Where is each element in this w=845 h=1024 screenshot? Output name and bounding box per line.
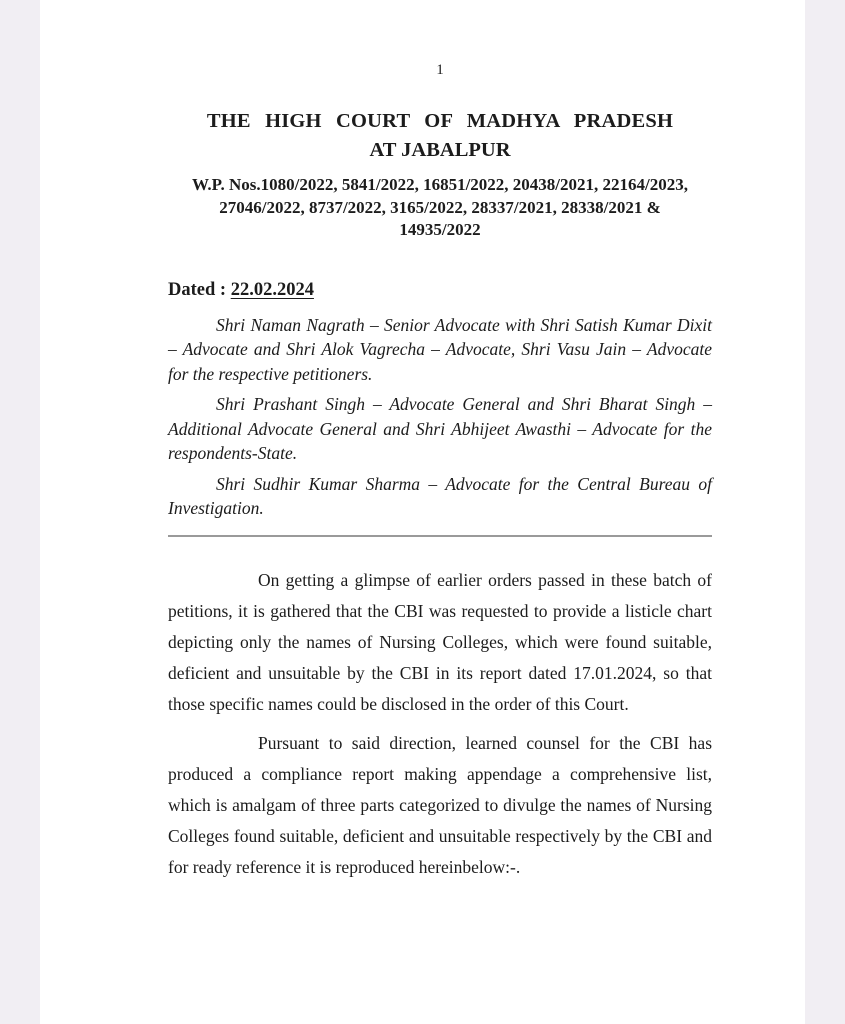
case-numbers-line3: 14935/2022: [399, 220, 481, 239]
case-numbers-block: [168, 174, 712, 242]
left-margin-strip: [0, 0, 40, 1024]
state-counsel-paragraph: Shri Prashant Singh – Advocate General and Shri Bharat Singh – Additional Advocate General and Shri Abhijeet Awasthi – Advocate for the respondents-State.: [168, 394, 712, 463]
right-margin-strip: [805, 0, 845, 1024]
cbi-counsel-paragraph: Shri Sudhir Kumar Sharma – Advocate for the Central Bureau of Investigation.: [168, 473, 712, 518]
dated-value: 22.02.2024: [230, 279, 314, 300]
petitioners-counsel-paragraph: Shri Naman Nagrath – Senior Advocate with Shri Satish Kumar Dixit – Advocate and Shri Alok Vagrecha – Advocate, Shri Vasu Jain – Advocate for the respective petitioners.: [168, 314, 712, 384]
dated-label: Dated :: [168, 279, 227, 300]
document-page: [40, 0, 805, 1024]
court-title-line1: THE HIGH COURT OF MADHYA PRADESH: [206, 110, 674, 132]
counsel-appearances: [168, 313, 712, 521]
page-number: 1: [436, 62, 444, 78]
court-title-line2: AT JABALPUR: [369, 139, 511, 161]
case-numbers-line1: W.P. Nos.1080/2022, 5841/2022, 16851/2022, 20438/2021, 22164/2023,: [191, 175, 689, 194]
order-paragraph-1: On getting a glimpse of earlier orders passed in these batch of petitions, it is gathered that the CBI was requested to provide a listicle chart depicting only the names of Nursing Colleges, which were found suitable, deficient and unsuitable by the CBI in its report dated 17.01.2024, so that those specific names could be disclosed in the order of this Court.: [168, 569, 712, 714]
case-numbers-line2: 27046/2022, 8737/2022, 3165/2022, 28337/2021, 28338/2021 &: [219, 197, 661, 217]
order-paragraph-2: Pursuant to said direction, learned counsel for the CBI has produced a compliance report making appendage a comprehensive list, which is amalgam of three parts categorized to divulge the names of Nursing Colleges found suitable, deficient and unsuitable respectively by the CBI and for ready reference it is reproduced hereinbelow:-.: [168, 732, 712, 877]
order-body: [168, 565, 712, 883]
page-content: [40, 0, 805, 883]
section-divider: [168, 535, 712, 537]
dated-line: [168, 278, 712, 303]
